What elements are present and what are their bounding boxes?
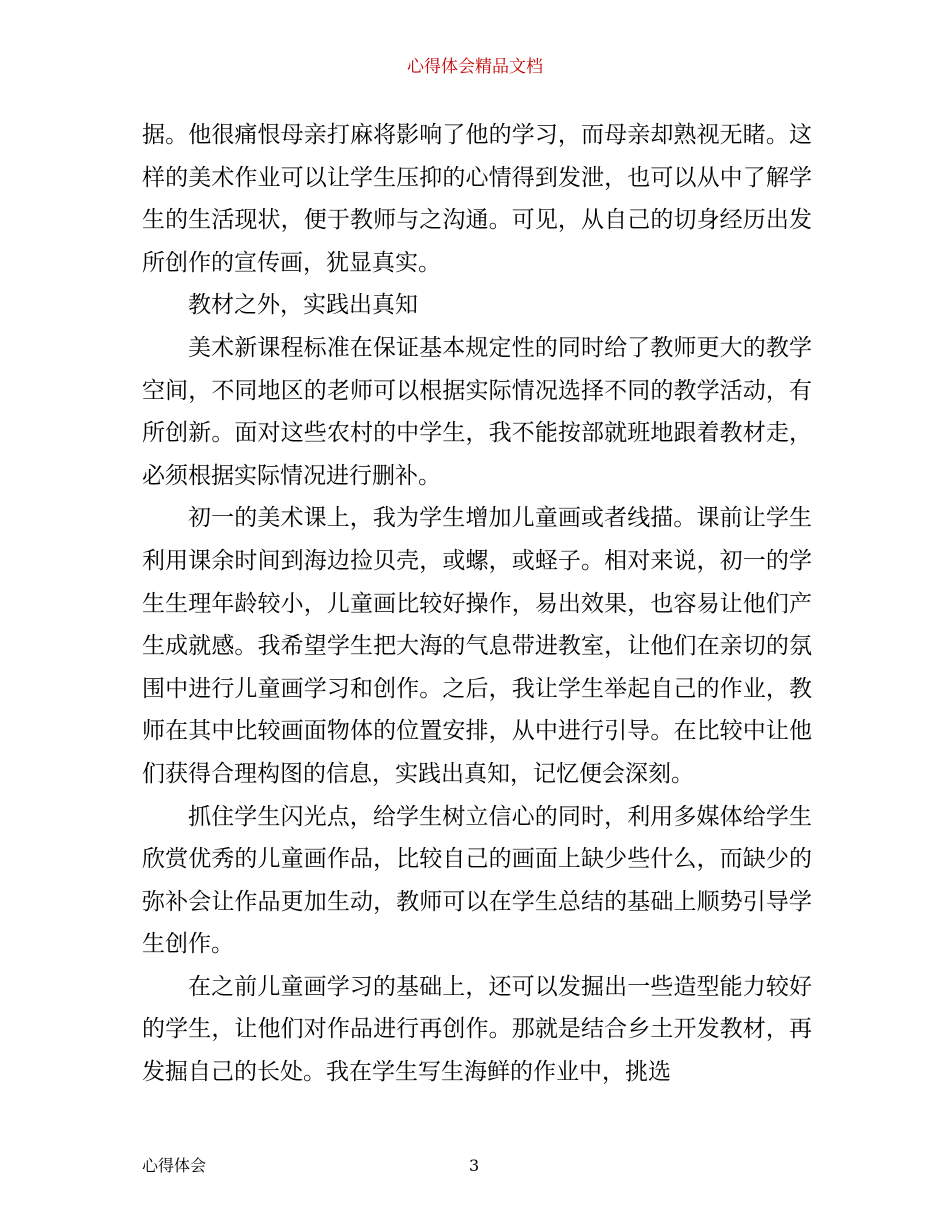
section-heading: 教材之外，实践出真知 (188, 292, 418, 319)
paragraph: 在之前儿童画学习的基础上，还可以发掘出一些造型能力较好的学生，让他们对作品进行再创作。那就是结合乡土开发教材，再发掘自己的长处。我在学生写生海鲜的作业中，挑选 (142, 973, 812, 1086)
page-number: 3 (469, 1156, 480, 1175)
paragraph-continued: 据。他很痛恨母亲打麻将影响了他的学习，而母亲却熟视无睹。这样的美术作业可以让学生压抑的心情得到发泄，也可以从中了解学生的生活现状，便于教师与之沟通。可见，从自己的切身经历出发所创作的宣传画，犹显真实。 (142, 122, 812, 276)
paragraph: 抓住学生闪光点，给学生树立信心的同时，利用多媒体给学生欣赏优秀的儿童画作品，比较自己的画面上缺少些什么，而缺少的弥补会让作品更加生动，教师可以在学生总结的基础上顺势引导学生创作。 (142, 803, 812, 958)
paragraph: 美术新课程标准在保证基本规定性的同时给了教师更大的教学空间，不同地区的老师可以根据实际情况选择不同的教学活动，有所创新。面对这些农村的中学生，我不能按部就班地跟着教材走，必须根据实际情况进行删补。 (142, 334, 812, 489)
page-header-title: 心得体会精品文档 (407, 57, 543, 77)
page-footer (142, 1155, 812, 1177)
footer-label: 心得体会 (142, 1156, 207, 1175)
paragraph: 初一的美术课上，我为学生增加儿童画或者线描。课前让学生利用课余时间到海边捡贝壳，或螺，或蛏子。相对来说，初一的学生生理年龄较小，儿童画比较好操作，易出效果，也容易让他们产生成就感。我希望学生把大海的气息带进教室，让他们在亲切的氛围中进行儿童画学习和创作。之后，我让学生举起自己的作业，教师在其中比较画面物体的位置安排，从中进行引导。在比较中让他们获得合理构图的信息，实践出真知，记忆便会深刻。 (142, 505, 812, 787)
document-body (142, 114, 812, 1094)
